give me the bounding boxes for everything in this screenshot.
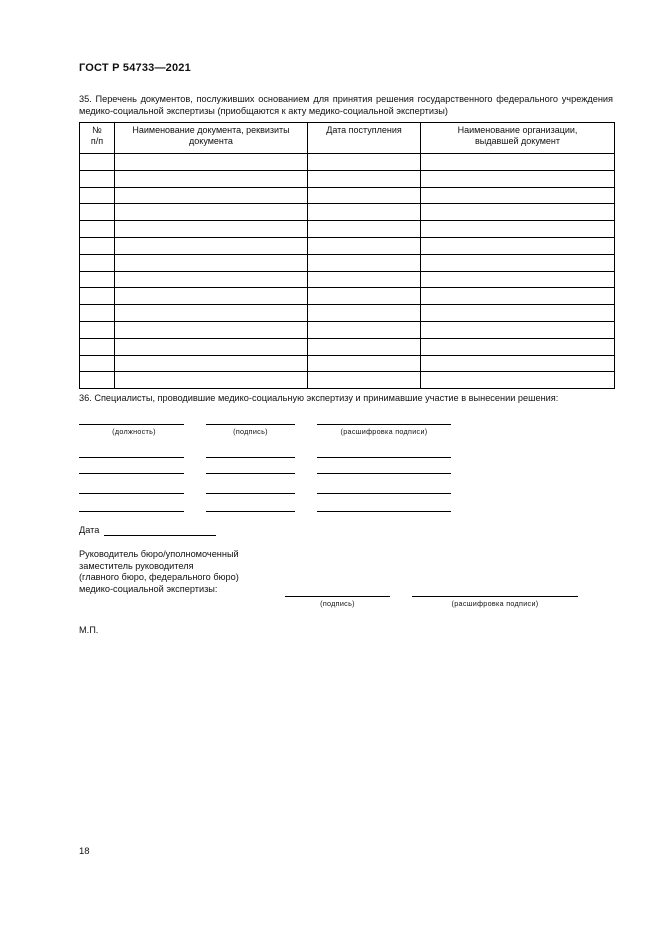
- specialist-2-decoding-line[interactable]: [317, 457, 451, 458]
- caption-position: (должность): [112, 427, 156, 436]
- table-row: [80, 305, 615, 322]
- specialist-4-signature-line[interactable]: [206, 493, 295, 494]
- table-cell[interactable]: [115, 204, 308, 221]
- table-cell[interactable]: [421, 170, 615, 187]
- date-label: Дата: [79, 525, 100, 535]
- table-row: [80, 372, 615, 389]
- column-header-number: № п/п: [80, 123, 115, 154]
- column-header-document: Наименование документа, реквизиты документа: [115, 123, 308, 154]
- table-cell[interactable]: [115, 254, 308, 271]
- table-cell[interactable]: [115, 355, 308, 372]
- table-cell[interactable]: [421, 254, 615, 271]
- table-row: [80, 154, 615, 171]
- table-cell[interactable]: [308, 170, 421, 187]
- specialist-5-position-line[interactable]: [79, 511, 184, 512]
- table-cell[interactable]: [80, 355, 115, 372]
- table-row: [80, 254, 615, 271]
- table-cell[interactable]: [115, 237, 308, 254]
- table-cell[interactable]: [308, 338, 421, 355]
- table-cell[interactable]: [115, 288, 308, 305]
- table-cell[interactable]: [421, 221, 615, 238]
- section-36-text: 36. Специалисты, проводившие медико-социальную экспертизу и принимавшие участие в вынесении решения:: [79, 393, 559, 403]
- document-header: ГОСТ Р 54733—2021: [79, 62, 191, 74]
- table-cell[interactable]: [80, 170, 115, 187]
- table-row: [80, 237, 615, 254]
- table-cell[interactable]: [308, 154, 421, 171]
- specialist-3-position-line[interactable]: [79, 473, 184, 474]
- table-cell[interactable]: [421, 154, 615, 171]
- table-cell[interactable]: [80, 154, 115, 171]
- specialist-3-signature-line[interactable]: [206, 473, 295, 474]
- table-cell[interactable]: [80, 204, 115, 221]
- table-cell[interactable]: [115, 154, 308, 171]
- table-cell[interactable]: [421, 372, 615, 389]
- section-35-text: 35. Перечень документов, послуживших основанием для принятия решения государственного федерального учреждения медико-социальной экспертизы (приобщаются к акту медико-социальной экспертизы): [79, 94, 613, 116]
- table-cell[interactable]: [421, 271, 615, 288]
- specialist-2-signature-line[interactable]: [206, 457, 295, 458]
- documents-table: [79, 122, 615, 389]
- table-cell[interactable]: [421, 237, 615, 254]
- table-cell[interactable]: [80, 305, 115, 322]
- table-cell[interactable]: [308, 305, 421, 322]
- table-row: [80, 221, 615, 238]
- table-cell[interactable]: [80, 338, 115, 355]
- head-title: [79, 549, 279, 595]
- table-cell[interactable]: [115, 372, 308, 389]
- stamp-placeholder: М.П.: [79, 625, 99, 635]
- table-cell[interactable]: [115, 338, 308, 355]
- specialist-5-signature-line[interactable]: [206, 511, 295, 512]
- table-cell[interactable]: [421, 204, 615, 221]
- table-cell[interactable]: [421, 187, 615, 204]
- table-cell[interactable]: [115, 271, 308, 288]
- date-field-line[interactable]: [104, 535, 216, 536]
- specialist-2-position-line[interactable]: [79, 457, 184, 458]
- head-signature-line[interactable]: [285, 596, 390, 597]
- table-cell[interactable]: [80, 221, 115, 238]
- head-title-line: Руководитель бюро/уполномоченный: [79, 549, 239, 559]
- table-cell[interactable]: [421, 305, 615, 322]
- table-row: [80, 288, 615, 305]
- caption-decoding: (расшифровка подписи): [340, 427, 428, 436]
- table-cell[interactable]: [308, 187, 421, 204]
- table-cell[interactable]: [421, 355, 615, 372]
- table-cell[interactable]: [115, 187, 308, 204]
- table-cell[interactable]: [115, 221, 308, 238]
- table-cell[interactable]: [80, 321, 115, 338]
- column-header-date: Дата поступления: [308, 123, 421, 154]
- table-cell[interactable]: [308, 204, 421, 221]
- head-caption-signature: (подпись): [320, 599, 355, 608]
- table-cell[interactable]: [308, 321, 421, 338]
- table-cell[interactable]: [421, 321, 615, 338]
- specialist-4-position-line[interactable]: [79, 493, 184, 494]
- table-row: [80, 355, 615, 372]
- table-cell[interactable]: [308, 372, 421, 389]
- specialist-4-decoding-line[interactable]: [317, 493, 451, 494]
- specialist-1-signature-line[interactable]: [206, 424, 295, 425]
- table-cell[interactable]: [308, 237, 421, 254]
- table-cell[interactable]: [115, 321, 308, 338]
- table-row: [80, 271, 615, 288]
- table-row: [80, 321, 615, 338]
- table-cell[interactable]: [80, 372, 115, 389]
- table-cell[interactable]: [80, 288, 115, 305]
- specialist-1-decoding-line[interactable]: [317, 424, 451, 425]
- table-cell[interactable]: [115, 170, 308, 187]
- table-cell[interactable]: [421, 288, 615, 305]
- head-title-line: медико-социальной экспертизы:: [79, 583, 218, 594]
- table-cell[interactable]: [308, 221, 421, 238]
- table-cell[interactable]: [421, 338, 615, 355]
- head-decoding-line[interactable]: [412, 596, 578, 597]
- table-cell[interactable]: [308, 355, 421, 372]
- specialist-3-decoding-line[interactable]: [317, 473, 451, 474]
- table-cell[interactable]: [308, 271, 421, 288]
- page-number: 18: [79, 846, 90, 857]
- table-cell[interactable]: [80, 271, 115, 288]
- table-cell[interactable]: [80, 254, 115, 271]
- table-row: [80, 170, 615, 187]
- head-caption-decoding: (расшифровка подписи): [451, 599, 539, 608]
- head-title-line: (главного бюро, федерального бюро): [79, 572, 239, 583]
- table-header-row: [80, 123, 615, 154]
- table-cell[interactable]: [308, 254, 421, 271]
- column-header-organization: Наименование организации, выдавшей документ: [421, 123, 615, 154]
- table-row: [80, 187, 615, 204]
- table-row: [80, 204, 615, 221]
- caption-signature: (подпись): [233, 427, 268, 436]
- table-cell[interactable]: [80, 187, 115, 204]
- head-title-line: заместитель руководителя: [79, 560, 194, 571]
- specialist-1-position-line[interactable]: [79, 424, 184, 425]
- table-row: [80, 338, 615, 355]
- table-cell[interactable]: [80, 237, 115, 254]
- specialist-5-decoding-line[interactable]: [317, 511, 451, 512]
- table-cell[interactable]: [115, 305, 308, 322]
- table-cell[interactable]: [308, 288, 421, 305]
